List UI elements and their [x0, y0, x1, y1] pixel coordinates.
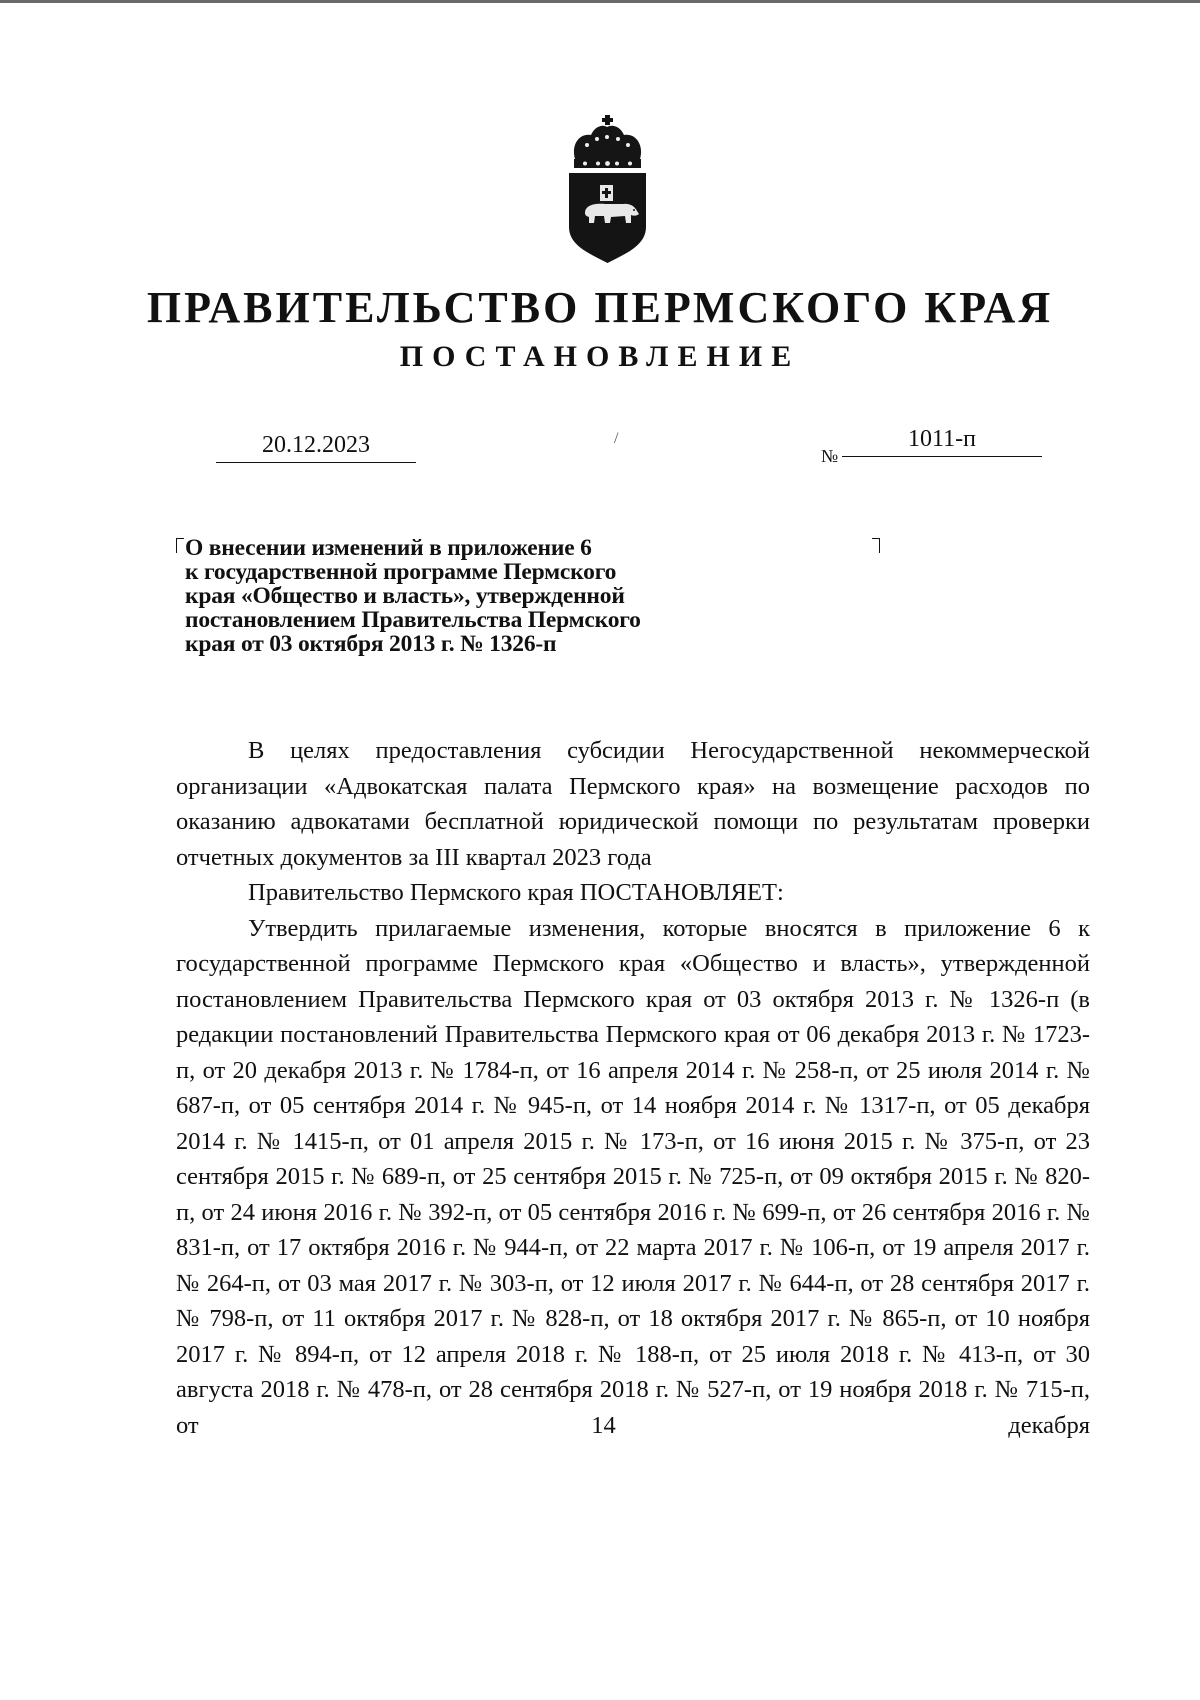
resolves-paragraph: Правительство Пермского края ПОСТАНОВЛЯЕТ: [248, 879, 784, 906]
subject-line: края «Общество и власть», утвержденной [185, 583, 625, 609]
document-date: 20.12.2023 [216, 428, 416, 463]
page-top-border [0, 0, 1200, 3]
government-title: ПРАВИТЕЛЬСТВО ПЕРМСКОГО КРАЯ [146, 283, 1054, 332]
document-type: ПОСТАНОВЛЕНИЕ [399, 340, 801, 373]
perm-krai-coat-of-arms-icon [565, 115, 650, 265]
decision-paragraph: Утвердить прилагаемые изменения, которые вносятся в приложение 6 к государственной программе Пермского края «Общество и власть», утвержденной постановлением Правительства Пермского края от 03 октября 2013 г. № 1326-п (в редакции постановлений Правительства Пермского края от 06 декабря 2013 г. № 1723-п, от 20 декабря 2013 г. № 1784-п, от 16 апреля 2014 г. № 258-п, от 25 июля 2014 г. № 687-п, от 05 сентября 2014 г. № 945-п, от 14 ноября 2014 г. № 1317-п, от 05 декабря 2014 г. № 1415-п, от 01 апреля 2015 г. № 173-п, от 16 июня 2015 г. № 375-п, от 23 сентября 2015 г. № 689-п, от 25 сентября 2015 г. № 725-п, от 09 октября 2015 г. № 820-п, от 24 июня 2016 г. № 392-п, от 05 сентября 2016 г. № 699-п, от 26 сентября 2016 г. № 831-п, от 17 октября 2016 г. № 944-п, от 22 марта 2017 г. № 106-п, от 19 апреля 2017 г. № 264-п, от 03 мая 2017 г. № 303-п, от 12 июля 2017 г. № 644-п, от 28 сентября 2017 г. № 798-п, от 11 октября 2017 г. № 828-п, от 18 октября 2017 г. № 865-п, от 10 ноября 2017 г. № 894-п, от 12 апреля 2018 г. № 188-п, от 25 июля 2018 г. № 413-п, от 30 августа 2018 г. № 478-п, от 28 сентября 2018 г. № 527-п, от 19 ноября 2018 г. № 715-п, от 14 декабря [176, 914, 1090, 1439]
subject-line: края от 03 октября 2013 г. № 1326-п [185, 631, 557, 657]
subject-line: постановлением Правительства Пермского [185, 607, 641, 633]
purpose-paragraph: В целях предоставления субсидии Негосударственной некоммерческой организации «Адвокатская палата Пермского края» на возмещение расходов по оказанию адвокатами бесплатной юридической помощи по результатам проверки отчетных документов за III квартал 2023 года [176, 737, 1090, 871]
document-subject [185, 536, 745, 656]
number-label: № [821, 446, 839, 466]
document-number: 1011-п [842, 422, 1042, 457]
subject-line: О внесении изменений в приложение 6 [185, 535, 592, 561]
document-body [176, 733, 1090, 1443]
scan-mark: / [614, 430, 619, 447]
subject-line: к государственной программе Пермского [185, 559, 617, 585]
subject-corner-left [176, 538, 184, 553]
subject-corner-right [872, 538, 880, 553]
